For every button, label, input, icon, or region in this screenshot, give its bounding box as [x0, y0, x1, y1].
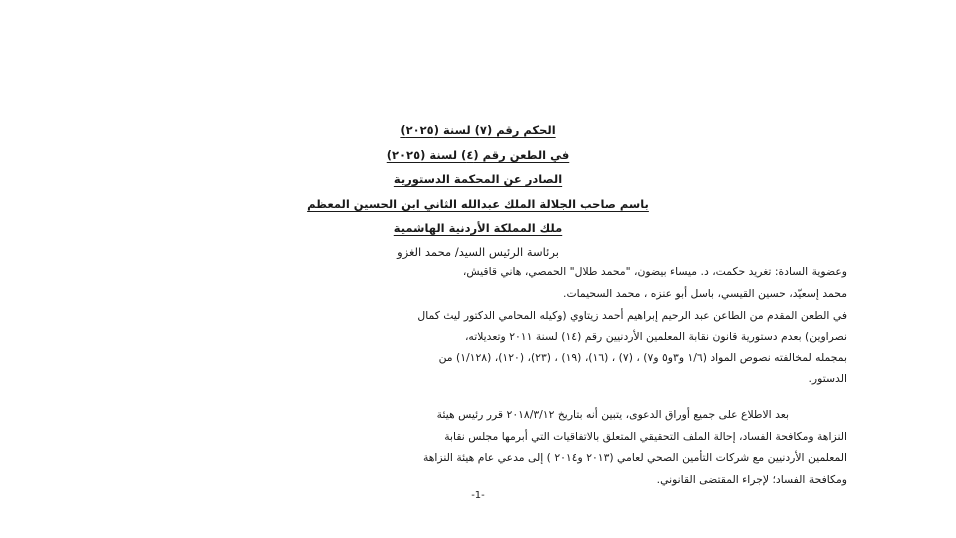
paragraph-line: نصراوين) بعدم دستورية قانون نقابة المعلمين الأردنيين رقم (١٤) لسنة ٢٠١١ وتعديلاته،	[464, 330, 847, 343]
appeal-number-heading: في الطعن رقم (٤) لسنة (٢٠٢٥)	[386, 147, 570, 162]
page-number: -1-	[471, 490, 485, 501]
paragraph-line: ومكافحة الفساد؛ لإجراء المقتضى القانوني.	[656, 472, 847, 486]
court-name-heading: الصادر عن المحكمة الدستورية	[393, 172, 563, 186]
facts-paragraph	[112, 404, 847, 490]
paragraph-line: الدستور.	[808, 372, 847, 385]
appeal-paragraph	[112, 305, 847, 389]
paragraph-line: المعلمين الأردنيين مع شركات التأمين الصحي لعامي (٢٠١٣ و٢٠١٤ ) إلى مدعي عام هيئة النزاهة	[422, 451, 847, 464]
kingdom-name-heading: ملك المملكة الأردنية الهاشمية	[393, 221, 563, 235]
paragraph-line: بمجمله لمخالفته نصوص المواد (١/٦ و٣و٥ و٧) ، (٧) ، (١٦)، (١٩) ، (٢٣)، (١٢٠)، (١/١٢٨) من	[438, 351, 847, 364]
paragraph-line: بعد الاطلاع على جميع أوراق الدعوى، يتبين أنه بتاريخ ٢٠١٨/٣/١٢ قرر رئيس هيئة	[436, 408, 789, 421]
judgment-headings	[0, 118, 956, 263]
paragraph-line: وعضوية السادة: تغريد حكمت، د. ميساء بيضون، "محمد طلال" الحمصي، هاني قاقيش،	[462, 265, 847, 278]
paragraph-line: النزاهة ومكافحة الفساد، إحالة الملف التحقيقي المتعلق بالاتفاقيات التي أبرمها مجلس نقابة	[444, 429, 847, 443]
judgment-number-heading: الحكم رقم (٧) لسنة (٢٠٢٥)	[400, 123, 556, 137]
king-name-heading: باسم صاحب الجلالة الملك عبدالله الثاني ابن الحسين المعظم	[307, 196, 649, 211]
members-paragraph	[112, 261, 847, 304]
paragraph-line: محمد إسعيّد، حسين القيسي، باسل أبو عنزه ، محمد السحيمات.	[563, 286, 847, 300]
presidency-line: برئاسة الرئيس السيد/ محمد الغزو	[397, 244, 559, 259]
paragraph-line: في الطعن المقدم من الطاعن عبد الرحيم إبراهيم أحمد زيتاوي (وكيله المحامي الدكتور ليث كمال	[417, 309, 847, 322]
